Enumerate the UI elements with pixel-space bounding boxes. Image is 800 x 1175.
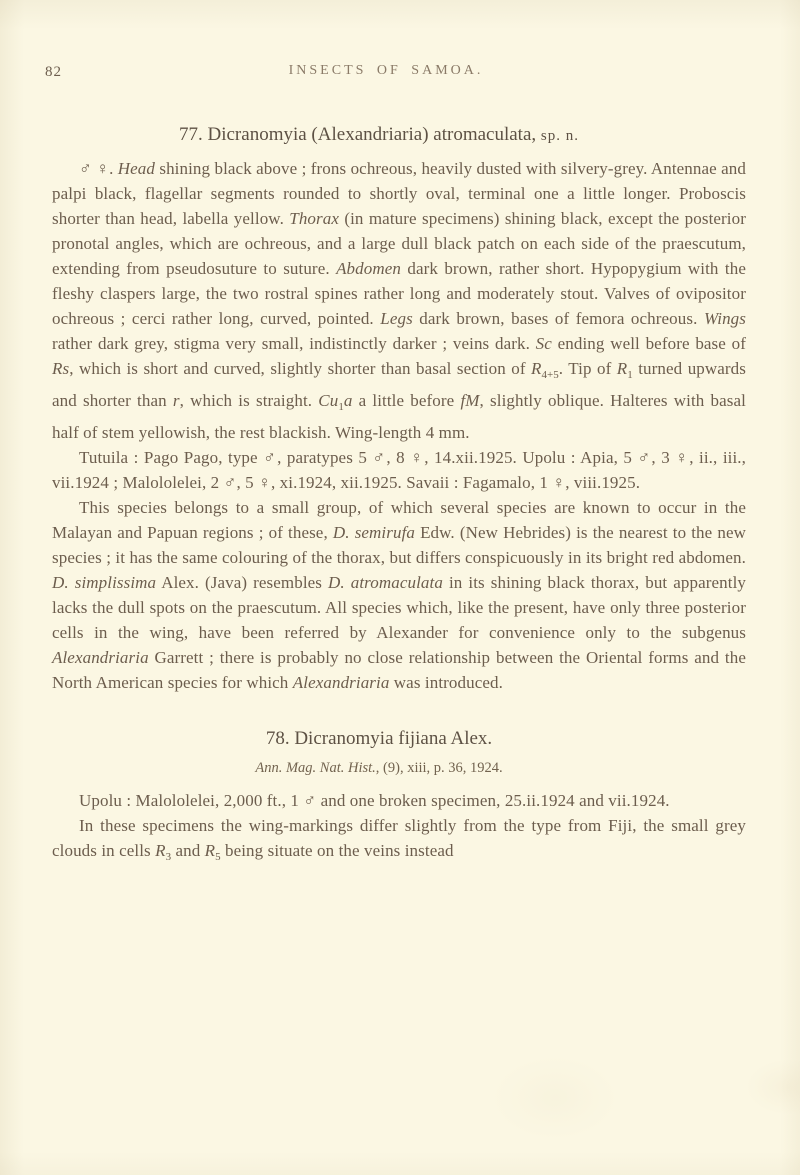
text-run: R bbox=[616, 359, 628, 378]
text-run: This species belongs to a small group, of which several species are known to occur in the Malayan and Papuan regions ; of these, bbox=[52, 498, 746, 542]
species-77-heading bbox=[52, 122, 706, 149]
records-paragraph bbox=[52, 445, 746, 495]
text-run: , which is short and curved, slightly shorter than basal section of bbox=[69, 359, 532, 378]
text-run: 78. Dicranomyia fijiana Alex. bbox=[265, 728, 493, 749]
text-run: turned upwards and shorter than bbox=[52, 359, 746, 410]
text-run: R bbox=[204, 841, 216, 860]
literature-citation bbox=[52, 758, 706, 778]
description-paragraph bbox=[52, 156, 746, 445]
text-run: , slightly oblique. Halteres with basal half of stem yellowish, the rest blackish. Wing-length 4 mm. bbox=[52, 391, 746, 442]
text-run: (in mature specimens) shining black, except the posterior pronotal angles, which are ochreous, and a large dull black patch on each side of the praescutum, extending from pseudosuture to suture. bbox=[52, 209, 746, 278]
species-78-heading bbox=[52, 726, 706, 752]
text-run: ending well before base of bbox=[551, 334, 746, 353]
text-run: Alex. (Java) resembles bbox=[156, 573, 329, 592]
text-run: 1 bbox=[627, 369, 633, 381]
text-run: 77. Dicranomyia (Alexandriaria) atromaculata, bbox=[179, 124, 541, 145]
text-run: being situate on the veins instead bbox=[220, 841, 454, 860]
text-run: was introduced. bbox=[389, 673, 503, 692]
text-run: Edw. (New Hebrides) is the nearest to the new species ; it has the same colouring of the thorax, but differs conspicuously in its bright red abdomen. bbox=[52, 523, 746, 567]
text-run: Abdomen bbox=[336, 259, 401, 278]
text-run: shining black above ; frons ochreous, heavily dusted with silvery-grey. Antennae and palpi black, flagellar segments rounded to shortly oval, terminal one a little longer. Proboscis shorter than head, labella yellow. bbox=[52, 159, 747, 228]
text-run: , (9), xiii, p. 36, 1924. bbox=[375, 760, 503, 776]
text-run: Alexandriaria bbox=[52, 648, 149, 667]
text-run: 1 bbox=[338, 401, 344, 413]
text-run: rather dark grey, stigma very small, indistinctly darker ; veins dark. bbox=[52, 334, 536, 353]
text-run: a little before bbox=[352, 391, 461, 410]
text-run: Garrett ; there is probably no close relationship between the Oriental forms and the North American species for which bbox=[52, 648, 746, 692]
text-run: Wings bbox=[703, 309, 746, 328]
text-run: . Tip of bbox=[558, 359, 617, 378]
text-run: Thorax bbox=[289, 209, 339, 228]
text-run: Alexandriaria bbox=[292, 673, 390, 692]
text-run: dark brown, rather short. Hypopygium with the fleshy claspers large, the two rostral spines rather long and moderately stout. Valves of ovipositor ochreous ; cerci rather long, curved, pointed. bbox=[52, 259, 746, 328]
text-run: Tutuila : Pago Pago, type ♂, paratypes 5 ♂, 8 ♀, 14.xii.1925. Upolu : Apia, 5 ♂, 3 ♀, ii., iii., vii.1924 ; Malololelei, 2 ♂, 5 ♀, xi.1924, xii.1925. Savaii : Fagamalo, 1 ♀, viii.1925. bbox=[52, 448, 746, 492]
text-run: a bbox=[343, 391, 353, 410]
text-run: Head bbox=[117, 159, 156, 178]
text-run: 3 bbox=[165, 851, 172, 863]
discussion-paragraph bbox=[52, 495, 746, 695]
text-run: R bbox=[155, 841, 166, 860]
text-run: D. simplissima bbox=[52, 573, 157, 592]
text-run: Cu bbox=[318, 391, 339, 410]
running-head-title: INSECTS OF SAMOA. bbox=[288, 63, 484, 78]
text-run: r bbox=[172, 391, 180, 410]
text-run: Upolu : Malololelei, 2,000 ft., 1 ♂ and one broken specimen, 25.ii.1924 and vii.1924. bbox=[79, 791, 670, 810]
text-run: Legs bbox=[380, 309, 413, 328]
text-run: , which is straight. bbox=[179, 391, 319, 410]
text-run: D. atromaculata bbox=[328, 573, 443, 592]
text-run: 5 bbox=[215, 851, 221, 863]
text-run: In these specimens the wing-markings differ slightly from the type from Fiji, the small grey clouds in cells bbox=[52, 816, 746, 860]
page-number: 82 bbox=[45, 64, 62, 80]
text-run: dark brown, bases of femora ochreous. bbox=[412, 309, 704, 328]
text-run: ♂ ♀. bbox=[79, 159, 118, 178]
records-paragraph-78 bbox=[52, 788, 746, 813]
text-run: 4+5 bbox=[541, 369, 559, 381]
page-body bbox=[52, 0, 746, 870]
text-run: sp. n. bbox=[540, 128, 579, 144]
text-run: Sc bbox=[535, 334, 552, 353]
text-run: Ann. Mag. Nat. Hist. bbox=[255, 760, 376, 776]
text-run: fM bbox=[460, 391, 480, 410]
text-run: and bbox=[171, 841, 205, 860]
text-run: Rs bbox=[52, 359, 70, 378]
text-run: R bbox=[531, 359, 542, 378]
text-run: D. semirufa bbox=[332, 523, 415, 542]
text-run: in its shining black thorax, but apparently lacks the dull spots on the praescutum. All species which, like the present, have only three posterior cells in the wing, have been referred by Alexander for convenience only to the subgenus bbox=[52, 573, 746, 642]
wing-markings-paragraph bbox=[52, 813, 746, 870]
